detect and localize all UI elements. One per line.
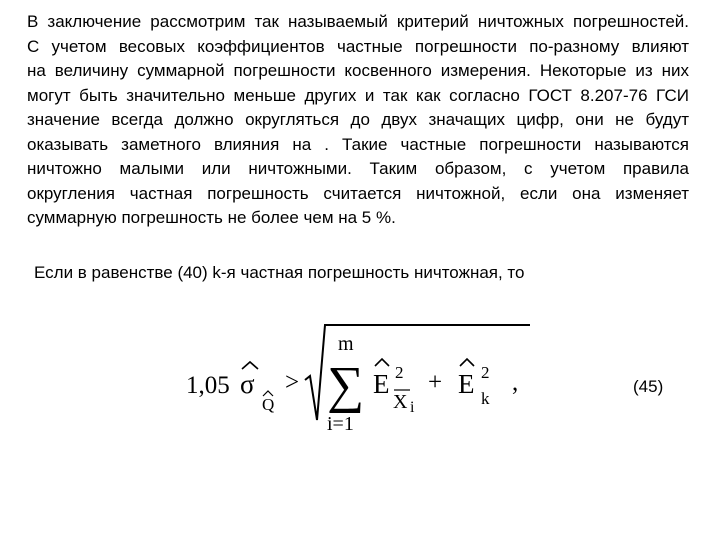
sigma-hat-icon	[242, 362, 258, 369]
term1-power: 2	[395, 363, 404, 382]
sum-upper-limit: m	[338, 333, 354, 355]
term2-symbol: E	[458, 369, 475, 399]
paragraph-line: округления частная погрешность считается ничтожной, если она изменяет	[27, 183, 689, 203]
formula-relation: >	[285, 369, 300, 396]
paragraph-line: на величину суммарной погрешности косвенного измерения. Некоторые из них	[27, 61, 689, 80]
paragraph-line: могут быть значительно меньше других и так как согласно ГОСТ 8.207-76 ГСИ	[27, 85, 689, 105]
formula-comma: ,	[512, 369, 519, 396]
formula-sigma-sub: Q	[262, 395, 275, 414]
summation-icon: ∑	[327, 357, 365, 414]
formula-plus: +	[428, 369, 443, 396]
formula-coefficient: 1,05	[186, 372, 230, 399]
sum-lower-limit: i=1	[327, 413, 354, 435]
paragraph-line: В заключение рассмотрим так называемый критерий ничтожных погрешностей.	[27, 12, 689, 31]
term2-sub: k	[481, 389, 490, 408]
paragraph-line: оказывать заметного влияния на . Такие частные погрешности называются	[27, 134, 689, 154]
paragraph-line: значение всегда должно округляться до двух значащих цифр, они не будут	[27, 110, 689, 129]
formula-sigma: σ	[240, 369, 255, 399]
paragraph-line: ничтожно малыми или ничтожными. Таким образом, с учетом правила	[27, 159, 689, 178]
term1-hat-icon	[375, 359, 389, 366]
term1-sub: X	[393, 391, 408, 413]
intro-text: Если в равенстве (40) k-я частная погрешность ничтожная, то	[34, 263, 525, 282]
paragraph-line: С учетом весовых коэффициентов частные погрешности по-разному влияют	[27, 36, 689, 56]
term1-symbol: E	[373, 369, 390, 399]
term2-power: 2	[481, 363, 490, 382]
paragraph-line: суммарную погрешность не более чем на 5 %.	[27, 208, 396, 227]
term1-sub-index: i	[410, 399, 415, 416]
equation-number: (45)	[633, 377, 664, 396]
term2-hat-icon	[460, 359, 474, 366]
